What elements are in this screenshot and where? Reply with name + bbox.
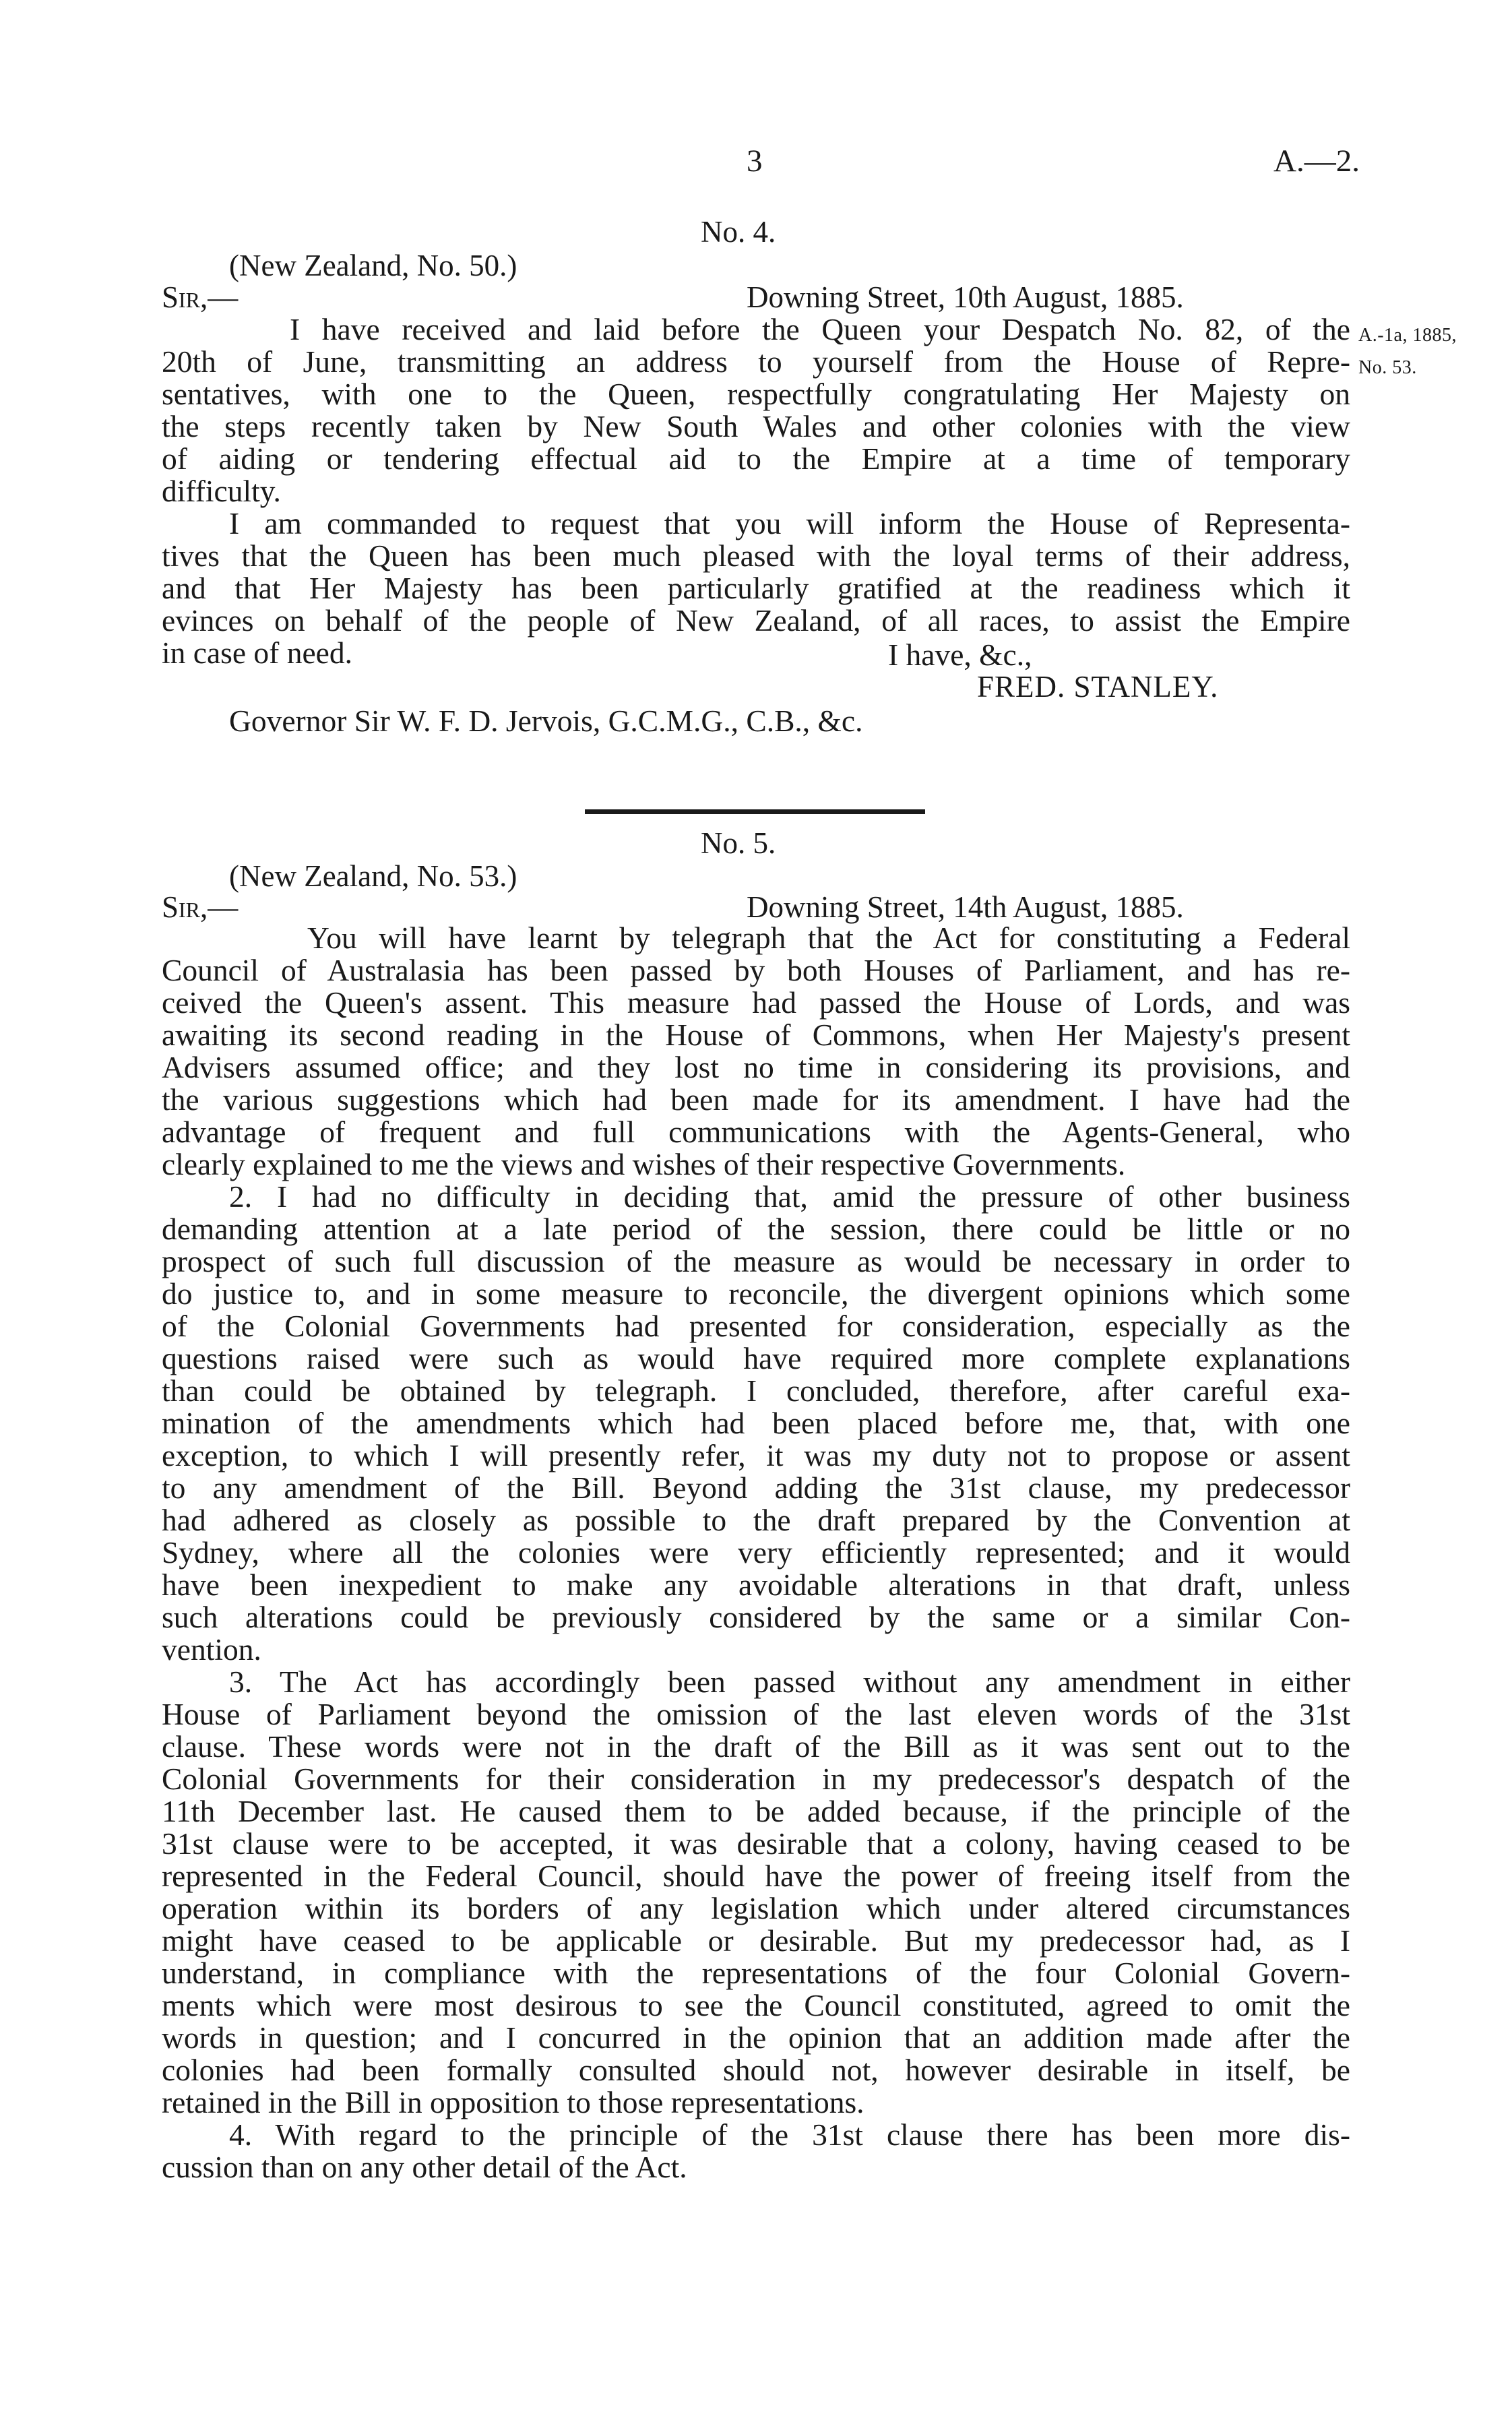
letter-1-line: 20th of June, transmitting an address to yourself from the House of Repre- [162, 344, 1350, 379]
letter-2-line: represented in the Federal Council, should have the power of freeing itself from the [162, 1859, 1350, 1893]
letter-2-line: clause. These words were not in the draft of the Bill as it was sent out to the [162, 1729, 1350, 1764]
letter-2-line: such alterations could be previously considered by the same or a similar Con- [162, 1600, 1350, 1634]
letter-1-closing: I have, &c., [888, 638, 1032, 672]
letter-2-place-date: Downing Street, 14th August, 1885. [747, 890, 1184, 924]
letter-2-line: to any amendment of the Bill. Beyond adding the 31st clause, my predecessor [162, 1470, 1350, 1505]
letter-1-line: difficulty. [162, 474, 281, 508]
letter-1-line: evinces on behalf of the people of New Zealand, of all races, to assist the Empire [162, 603, 1350, 638]
letter-2-line: Council of Australasia has been passed by both Houses of Parliament, and has re- [162, 953, 1350, 987]
letter-2-line: have been inexpedient to make any avoidable alterations in that draft, unless [162, 1568, 1350, 1602]
letter-2-reference: (New Zealand, No. 53.) [229, 859, 517, 893]
letter-2-line: had adhered as closely as possible to the draft prepared by the Convention at [162, 1503, 1350, 1537]
letter-2-line: vention. [162, 1632, 261, 1667]
letter-2-salutation: Sir,— [162, 890, 239, 924]
letter-2-line: might have ceased to be applicable or desirable. But my predecessor had, as I [162, 1923, 1350, 1958]
letter-2-line: 31st clause were to be accepted, it was desirable that a colony, having ceased to be [162, 1826, 1350, 1861]
letter-2-line: prospect of such full discussion of the measure as would be necessary in order to [162, 1244, 1350, 1278]
letter-2-line: 2. I had no difficulty in deciding that, amid the pressure of other business [229, 1179, 1350, 1214]
letter-2-line: of the Colonial Governments had presented for consideration, especially as the [162, 1309, 1350, 1343]
letter-2-line: do justice to, and in some measure to reconcile, the divergent opinions which some [162, 1276, 1350, 1311]
letter-2-line: understand, in compliance with the representations of the four Colonial Govern- [162, 1956, 1350, 1990]
letter-2-line: ceived the Queen's assent. This measure had passed the House of Lords, and was [162, 985, 1350, 1020]
letter-1-line: I have received and laid before the Queen your Despatch No. 82, of the [290, 312, 1350, 346]
letter-1-salutation: Sir,— [162, 280, 239, 314]
letter-2-line: ments which were most desirous to see the Council constituted, agreed to omit the [162, 1988, 1350, 2022]
page-number: 3 [747, 144, 763, 179]
letter-2-line: exception, to which I will presently refer, it was my duty not to propose or assent [162, 1438, 1350, 1472]
letter-2-line: You will have learnt by telegraph that the Act for constituting a Federal [307, 921, 1350, 955]
letter-1-line: I am commanded to request that you will inform the House of Representa- [229, 506, 1350, 540]
letter-2-line: Colonial Governments for their consideration in my predecessor's despatch of the [162, 1762, 1350, 1796]
letter-1-addressee: Governor Sir W. F. D. Jervois, G.C.M.G., C.B., &c. [229, 704, 863, 738]
letter-1-signature: FRED. STANLEY. [977, 670, 1219, 704]
letter-1-place-date: Downing Street, 10th August, 1885. [747, 280, 1184, 314]
letter-1-line: sentatives, with one to the Queen, respectfully congratulating Her Majesty on [162, 377, 1350, 411]
letter-1-line: and that Her Majesty has been particularly gratified at the readiness which it [162, 571, 1350, 605]
letter-2-line: the various suggestions which had been made for its amendment. I have had the [162, 1082, 1350, 1117]
letter-2-line: Sydney, where all the colonies were very efficiently represented; and it would [162, 1535, 1350, 1570]
margin-note: No. 53. [1358, 357, 1417, 378]
letter-2-line: retained in the Bill in opposition to those representations. [162, 2085, 864, 2119]
letter-1-line: tives that the Queen has been much pleased with the loyal terms of their address, [162, 538, 1350, 573]
margin-note: A.-1a, 1885, [1358, 325, 1457, 346]
letter-1-line: of aiding or tendering effectual aid to the Empire at a time of temporary [162, 441, 1350, 476]
letter-2-line: advantage of frequent and full communications with the Agents-General, who [162, 1115, 1350, 1149]
letter-2-line: words in question; and I concurred in the opinion that an addition made after the [162, 2020, 1350, 2055]
letter-1-heading: No. 4. [701, 215, 776, 249]
letter-2-line: Advisers assumed office; and they lost no time in considering its provisions, and [162, 1050, 1350, 1084]
letter-2-line: 4. With regard to the principle of the 31st clause there has been more dis- [229, 2117, 1350, 2152]
letter-1-reference: (New Zealand, No. 50.) [229, 249, 517, 282]
letter-2-line: than could be obtained by telegraph. I concluded, therefore, after careful exa- [162, 1373, 1350, 1408]
letter-2-line: demanding attention at a late period of the session, there could be little or no [162, 1212, 1350, 1246]
document-reference: A.—2. [1273, 144, 1360, 179]
letter-1-line: in case of need. [162, 635, 352, 670]
letter-2-line: colonies had been formally consulted should not, however desirable in itself, be [162, 2053, 1350, 2087]
letter-1-line: the steps recently taken by New South Wales and other colonies with the view [162, 409, 1350, 443]
letter-2-line: 3. The Act has accordingly been passed without any amendment in either [229, 1665, 1350, 1699]
letter-2-line: clearly explained to me the views and wishes of their respective Governments. [162, 1147, 1126, 1181]
letter-2-line: cussion than on any other detail of the Act. [162, 2150, 687, 2184]
letter-2-line: awaiting its second reading in the House of Commons, when Her Majesty's present [162, 1018, 1350, 1052]
letter-2-line: House of Parliament beyond the omission of the last eleven words of the 31st [162, 1697, 1350, 1731]
letter-2-heading: No. 5. [701, 826, 776, 860]
section-divider [585, 809, 925, 814]
letter-2-line: 11th December last. He caused them to be added because, if the principle of the [162, 1794, 1350, 1828]
letter-2-line: mination of the amendments which had been placed before me, that, with one [162, 1406, 1350, 1440]
letter-2-line: questions raised were such as would have required more complete explanations [162, 1341, 1350, 1375]
letter-2-line: operation within its borders of any legislation which under altered circumstances [162, 1891, 1350, 1925]
